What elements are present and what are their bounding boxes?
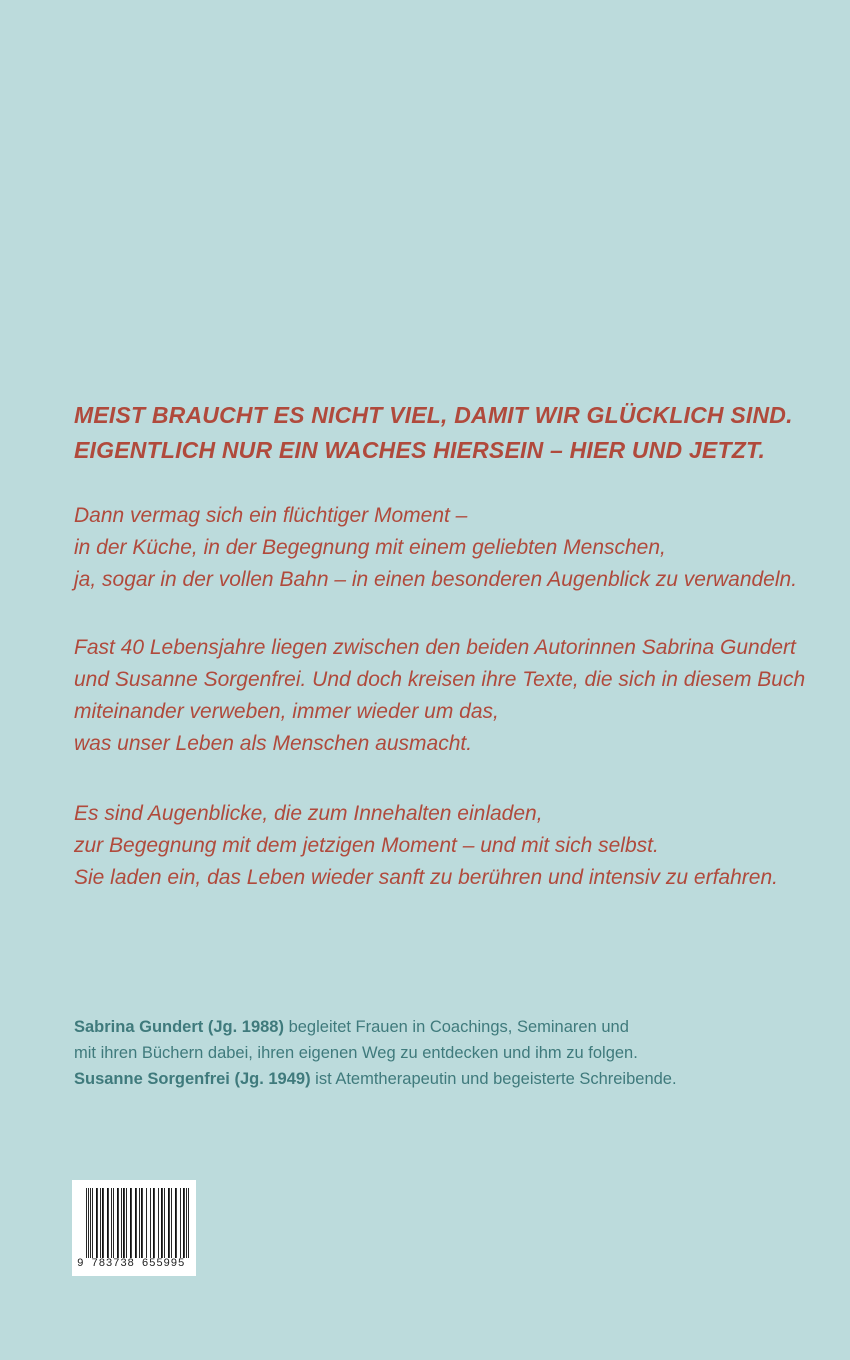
barcode-bar (113, 1188, 114, 1258)
author-1-name: Sabrina Gundert (Jg. 1988) (74, 1018, 284, 1036)
barcode-bar (96, 1188, 98, 1258)
author-1-text: begleitet Frauen in Coachings, Seminaren und (283, 1018, 629, 1036)
barcode-bar (175, 1188, 177, 1258)
barcode-bar (92, 1188, 93, 1258)
barcode-bar (146, 1188, 147, 1258)
paragraph-invitation (74, 798, 834, 894)
barcode-bar (88, 1188, 89, 1258)
barcode-bar (123, 1188, 125, 1258)
headline-line-1: MEIST BRAUCHT ES NICHT VIEL, DAMIT WIR GLÜCKLICH SIND. (74, 402, 793, 428)
barcode-bar (161, 1188, 163, 1258)
barcode-bar (107, 1188, 109, 1258)
author-2-text: ist Atemtherapeutin und begeisterte Schreibende. (310, 1070, 677, 1088)
barcode-bar (90, 1188, 91, 1258)
paragraph-line: miteinander verweben, immer wieder um das, (74, 700, 499, 723)
paragraph-line: Es sind Augenblicke, die zum Innehalten einladen, (74, 802, 543, 825)
paragraph-line: und Susanne Sorgenfrei. Und doch kreisen ihre Texte, die sich in diesem Buch (74, 668, 806, 691)
barcode-bar (158, 1188, 159, 1258)
barcode-bar (171, 1188, 172, 1258)
paragraph-line: Sie laden ein, das Leben wieder sanft zu berühren und intensiv zu erfahren. (74, 866, 778, 889)
bio-line-1 (74, 1014, 794, 1040)
barcode-bar (180, 1188, 181, 1258)
barcode-bar (102, 1188, 104, 1258)
bio-line-2: mit ihren Büchern dabei, ihren eigenen Weg zu entdecken und ihm zu folgen. (74, 1044, 638, 1062)
paragraph-line: zur Begegnung mit dem jetzigen Moment – und mit sich selbst. (74, 834, 659, 857)
barcode-bar (121, 1188, 122, 1258)
barcode-bar (100, 1188, 101, 1258)
barcode-bar (135, 1188, 137, 1258)
paragraph-intro (74, 500, 834, 596)
author-2-name: Susanne Sorgenfrei (Jg. 1949) (74, 1070, 311, 1088)
paragraph-line: ja, sogar in der vollen Bahn – in einen besonderen Augenblick zu verwandeln. (74, 568, 798, 591)
barcode-bar (141, 1188, 143, 1258)
bio-line-3 (74, 1066, 794, 1092)
barcode-bar (139, 1188, 140, 1258)
barcode-bar (153, 1188, 155, 1258)
author-bios (74, 1014, 794, 1092)
barcode-bar (188, 1188, 189, 1258)
barcode-bars (86, 1188, 190, 1258)
barcode-bar (111, 1188, 112, 1258)
isbn-digits: 9 783738 655995 (77, 1258, 186, 1270)
paragraph-line: in der Küche, in der Begegnung mit einem geliebten Menschen, (74, 536, 666, 559)
paragraph-line: was unser Leben als Menschen ausmacht. (74, 732, 473, 755)
barcode-bar (130, 1188, 132, 1258)
barcode-bar (86, 1188, 87, 1258)
barcode-bar (126, 1188, 127, 1258)
barcode-bar (150, 1188, 151, 1258)
barcode-bar (168, 1188, 170, 1258)
headline-line-2: EIGENTLICH NUR EIN WACHES HIERSEIN – HIER UND JETZT. (74, 437, 766, 463)
paragraph-line: Fast 40 Lebensjahre liegen zwischen den beiden Autorinnen Sabrina Gundert (74, 636, 796, 659)
paragraph-authors (74, 632, 834, 760)
paragraph-line: Dann vermag sich ein flüchtiger Moment – (74, 504, 468, 527)
headline (74, 398, 814, 468)
barcode-bar (164, 1188, 165, 1258)
barcode-bar (117, 1188, 119, 1258)
barcode-bar (186, 1188, 187, 1258)
barcode-bar (183, 1188, 185, 1258)
barcode (72, 1180, 196, 1276)
